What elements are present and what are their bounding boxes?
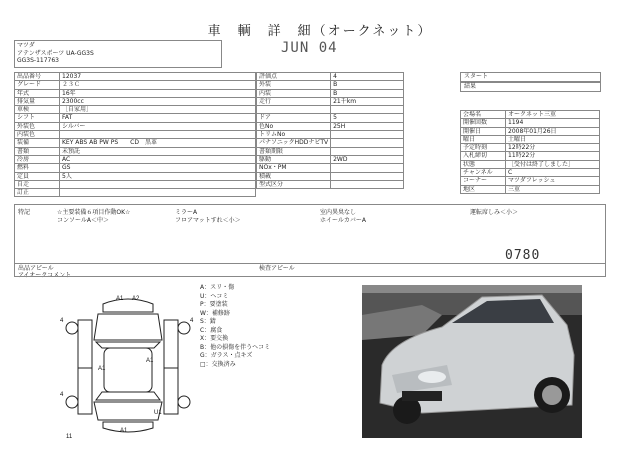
auction-value: 1194 bbox=[506, 119, 600, 127]
auction-row bbox=[461, 160, 600, 168]
grade-value bbox=[331, 106, 404, 114]
spec-row bbox=[15, 147, 256, 155]
result-box: 結果 bbox=[460, 82, 601, 92]
spec-value: 2300cc bbox=[60, 97, 256, 105]
auction-info-table bbox=[460, 110, 600, 194]
damage-legend bbox=[200, 284, 270, 369]
grade-row bbox=[257, 180, 404, 188]
lot-number: 0780 bbox=[505, 248, 541, 263]
auction-value: 12時22分 bbox=[506, 144, 600, 152]
grade-row bbox=[257, 131, 404, 139]
auction-row bbox=[461, 111, 600, 119]
divider bbox=[14, 276, 604, 277]
legend-item: A：スリ・傷 bbox=[200, 284, 235, 291]
grade-row bbox=[257, 147, 404, 155]
wheel-rear-right bbox=[178, 396, 190, 408]
mark-a1-front: A1 bbox=[116, 296, 124, 302]
left-side-panel bbox=[78, 320, 92, 414]
legend-item: □：交換済み bbox=[200, 360, 236, 368]
spec-value: GS bbox=[60, 164, 256, 172]
remark-item: ミラーA bbox=[175, 209, 198, 216]
auction-row bbox=[461, 185, 600, 193]
legend-item: P：要塗装 bbox=[200, 301, 228, 308]
mark-a1-left: A1 bbox=[98, 366, 106, 372]
rear-bumper bbox=[103, 422, 153, 432]
rear-glass bbox=[96, 392, 160, 400]
damage-diagram bbox=[58, 290, 198, 440]
auction-value: ［受付は終了しました］ bbox=[506, 160, 600, 168]
mark-tire-fl: 4 bbox=[60, 318, 64, 324]
wheel-front-right bbox=[178, 322, 190, 334]
spec-label: 出品番号 bbox=[15, 73, 60, 81]
auction-row bbox=[461, 135, 600, 143]
front-bumper bbox=[103, 299, 153, 312]
auction-value: 三重 bbox=[506, 185, 600, 193]
grade-label: 駆動 bbox=[257, 155, 331, 163]
grade-row bbox=[257, 73, 404, 81]
grade-value bbox=[331, 131, 404, 139]
inspect-label: 検査アピール bbox=[259, 265, 295, 272]
auction-value: マツダフレッシュ bbox=[506, 177, 600, 185]
spec-value: 未預託 bbox=[60, 147, 256, 155]
grade-label: 書類期限 bbox=[257, 147, 331, 155]
grade-row bbox=[257, 81, 404, 89]
left-spec-table bbox=[14, 72, 256, 197]
mark-tire-depth: 11 bbox=[66, 434, 73, 440]
spec-value: FAT bbox=[60, 114, 256, 122]
grade-value bbox=[331, 180, 404, 188]
grade-label bbox=[257, 106, 331, 114]
grade-label: NOx・PM bbox=[257, 164, 331, 172]
grade-label: ドア bbox=[257, 114, 331, 122]
auction-value: 2008年01月26日 bbox=[506, 127, 600, 135]
mark-a2-front: A2 bbox=[132, 296, 140, 302]
auction-value: 土曜日 bbox=[506, 135, 600, 143]
remark-item: コンソールA＜中＞ bbox=[57, 217, 109, 224]
auction-label: 状態 bbox=[461, 160, 506, 168]
grade-row bbox=[257, 139, 404, 147]
spec-row bbox=[15, 73, 256, 81]
grade-value bbox=[331, 164, 404, 172]
mark-tire-rl: 4 bbox=[60, 392, 64, 398]
spec-value: KEY ABS AB PW PS CD 黒革 bbox=[60, 139, 256, 147]
remark-item: 運転席しみ＜小＞ bbox=[470, 209, 519, 216]
auction-value: 11時22分 bbox=[506, 152, 600, 160]
auction-label: 開催日 bbox=[461, 127, 506, 135]
spec-value bbox=[60, 131, 256, 139]
legend-item: C：腐食 bbox=[200, 326, 223, 334]
grade-value: 25H bbox=[331, 122, 404, 130]
date-stamp: JUN 04 bbox=[281, 40, 338, 56]
grade-row bbox=[257, 89, 404, 97]
spec-row bbox=[15, 122, 256, 130]
spec-label: 自走 bbox=[15, 180, 60, 188]
spec-row bbox=[15, 189, 256, 197]
grade-label: パナソニックHDDナビTV bbox=[257, 139, 331, 147]
grade-row bbox=[257, 114, 404, 122]
spec-value bbox=[60, 189, 256, 197]
auction-label: 会場名 bbox=[461, 111, 506, 119]
appeal-label: 出品アピール bbox=[18, 265, 54, 272]
grade-row bbox=[257, 172, 404, 180]
roof-panel bbox=[104, 348, 152, 392]
spec-value: 12037 bbox=[60, 73, 256, 81]
remark-item: 室内異臭なし bbox=[320, 209, 357, 216]
grade-row bbox=[257, 106, 404, 114]
spec-row bbox=[15, 97, 256, 105]
auction-label: チャンネル bbox=[461, 169, 506, 177]
grade-value: 4 bbox=[331, 73, 404, 81]
spec-label: 外装色 bbox=[15, 122, 60, 130]
spec-row bbox=[15, 180, 256, 188]
grade-label: 外装 bbox=[257, 81, 331, 89]
grade-row bbox=[257, 164, 404, 172]
remark-item: フロアマットすれ＜小＞ bbox=[175, 217, 241, 224]
grade-row bbox=[257, 97, 404, 105]
right-side-panel bbox=[164, 320, 178, 414]
wheel-front-left bbox=[66, 322, 78, 334]
spec-value bbox=[60, 180, 256, 188]
legend-item: X：要交換 bbox=[200, 335, 229, 342]
spec-row bbox=[15, 81, 256, 89]
spec-value: シルバー bbox=[60, 122, 256, 130]
grade-label: 積載 bbox=[257, 172, 331, 180]
grade-label: 内装 bbox=[257, 89, 331, 97]
grade-value: 5 bbox=[331, 114, 404, 122]
spec-value: 5人 bbox=[60, 172, 256, 180]
spec-label: 排気量 bbox=[15, 97, 60, 105]
auction-label: 予定時刻 bbox=[461, 144, 506, 152]
spec-row bbox=[15, 164, 256, 172]
auction-label: 入札締切 bbox=[461, 152, 506, 160]
auction-label: 曜日 bbox=[461, 135, 506, 143]
spec-row bbox=[15, 155, 256, 163]
auction-row bbox=[461, 144, 600, 152]
grade-label: 評価点 bbox=[257, 73, 331, 81]
vehicle-maker: マツダ bbox=[17, 42, 35, 49]
spec-label: シフト bbox=[15, 114, 60, 122]
page-title: 車 輌 詳 細（オークネット） bbox=[207, 24, 433, 39]
vehicle-model: アテンザスポーツ UA-GG3S bbox=[17, 49, 94, 57]
legend-item: W：補修跡 bbox=[200, 309, 230, 317]
grade-label: 走行 bbox=[257, 97, 331, 105]
mid-spec-table bbox=[256, 72, 404, 189]
remark-item: ホイールカバーA bbox=[320, 217, 366, 224]
spec-label: 訂正 bbox=[15, 189, 60, 197]
vehicle-chassis: GG3S-117763 bbox=[17, 57, 59, 64]
spec-row bbox=[15, 172, 256, 180]
spec-label: 書類 bbox=[15, 147, 60, 155]
vehicle-info-box bbox=[14, 40, 222, 68]
appeal-row bbox=[14, 262, 606, 277]
auction-row bbox=[461, 127, 600, 135]
auction-label: 開催回数 bbox=[461, 119, 506, 127]
legend-item: B：他の損傷を伴うヘコミ bbox=[200, 343, 271, 351]
spec-label: 内装色 bbox=[15, 131, 60, 139]
legend-item: S：錆 bbox=[200, 318, 216, 325]
ie-comment-label: アイオークコメント bbox=[18, 272, 72, 279]
spec-label: グレード bbox=[15, 81, 60, 89]
grade-value bbox=[331, 139, 404, 147]
spec-row bbox=[15, 114, 256, 122]
mark-u1-rear: U1 bbox=[154, 410, 162, 416]
wheel-rear-left bbox=[66, 396, 78, 408]
start-box: スタート bbox=[460, 72, 601, 82]
remark-item: ☆主要装備６項目作動OK☆ bbox=[57, 209, 131, 216]
windshield bbox=[96, 342, 160, 348]
grade-value: B bbox=[331, 89, 404, 97]
grade-row bbox=[257, 122, 404, 130]
auction-label: コーナー bbox=[461, 177, 506, 185]
trunk-panel bbox=[94, 402, 162, 420]
spec-label: 燃料 bbox=[15, 164, 60, 172]
spec-value: ２３Ｃ bbox=[60, 81, 256, 89]
grade-label: 色No bbox=[257, 122, 331, 130]
auction-row bbox=[461, 119, 600, 127]
auction-value: C bbox=[506, 169, 600, 177]
spec-row bbox=[15, 106, 256, 114]
hood-panel bbox=[94, 314, 162, 340]
spec-row bbox=[15, 131, 256, 139]
grade-value bbox=[331, 147, 404, 155]
mark-tire-fr: 4 bbox=[190, 318, 194, 324]
spec-value: AC bbox=[60, 155, 256, 163]
auction-row bbox=[461, 177, 600, 185]
legend-item: G：ガラス・点キズ bbox=[200, 352, 253, 359]
spec-label: 年式 bbox=[15, 89, 60, 97]
spec-label: 装備 bbox=[15, 139, 60, 147]
legend-item: U：ヘコミ bbox=[200, 292, 229, 300]
auction-value: オークネット三重 bbox=[506, 111, 600, 119]
spec-row bbox=[15, 89, 256, 97]
grade-value: B bbox=[331, 81, 404, 89]
grade-row bbox=[257, 155, 404, 163]
auction-label: 地区 bbox=[461, 185, 506, 193]
grade-value bbox=[331, 172, 404, 180]
grade-label: 型式区分 bbox=[257, 180, 331, 188]
grade-value: 21千km bbox=[331, 97, 404, 105]
spec-value: ［自家用］ bbox=[60, 106, 256, 114]
spec-label: 冷房 bbox=[15, 155, 60, 163]
auction-row bbox=[461, 152, 600, 160]
mark-a1-right: A1 bbox=[146, 358, 154, 364]
grade-label: トリムNo bbox=[257, 131, 331, 139]
spec-row bbox=[15, 139, 256, 147]
vehicle-photo bbox=[362, 285, 582, 438]
spec-label: 定員 bbox=[15, 172, 60, 180]
spec-value: 16年 bbox=[60, 89, 256, 97]
auction-row bbox=[461, 169, 600, 177]
mark-a1-rear: A1 bbox=[120, 428, 128, 434]
grade-value: 2WD bbox=[331, 155, 404, 163]
remarks-label: 特記 bbox=[18, 209, 31, 216]
spec-label: 車検 bbox=[15, 106, 60, 114]
